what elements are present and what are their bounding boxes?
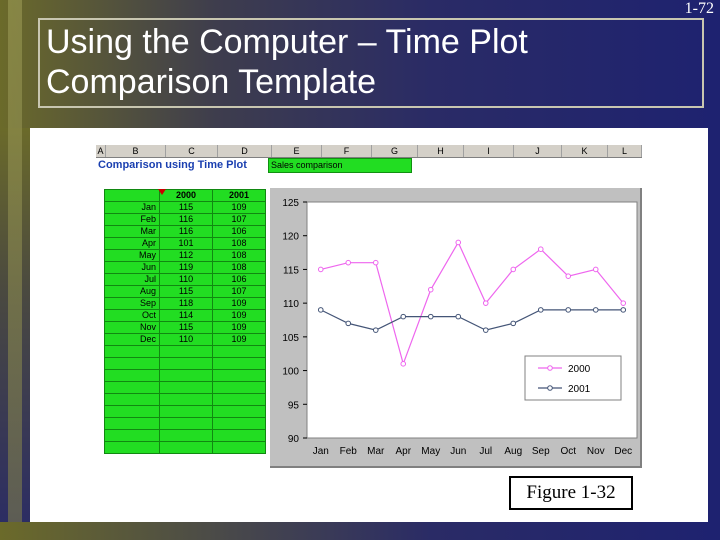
data-table bbox=[104, 189, 266, 454]
data-point-2000 bbox=[566, 274, 571, 279]
table-row bbox=[105, 334, 266, 346]
month-cell[interactable]: Feb bbox=[105, 214, 160, 226]
data-point-2001 bbox=[401, 314, 406, 319]
value-cell[interactable]: 110 bbox=[160, 334, 213, 346]
month-cell[interactable]: Sep bbox=[105, 298, 160, 310]
column-header-a[interactable]: A bbox=[96, 145, 106, 157]
column-header-j[interactable]: J bbox=[514, 145, 562, 157]
x-tick-label: Jan bbox=[312, 446, 329, 457]
value-cell[interactable]: 110 bbox=[160, 274, 213, 286]
chart-panel[interactable] bbox=[270, 188, 642, 468]
table-row bbox=[105, 226, 266, 238]
table-row bbox=[105, 310, 266, 322]
sheet-subtitle-cell[interactable]: Sales comparison bbox=[268, 158, 412, 173]
legend-marker-2000 bbox=[548, 366, 553, 371]
empty-cell[interactable] bbox=[105, 370, 160, 382]
column-header-h[interactable]: H bbox=[418, 145, 464, 157]
legend-label-2001: 2001 bbox=[568, 384, 591, 395]
slide-title-line-1: Using the Computer – Time Plot bbox=[46, 23, 528, 61]
empty-row bbox=[105, 430, 266, 442]
value-cell[interactable]: 109 bbox=[213, 298, 266, 310]
data-point-2001 bbox=[621, 308, 626, 313]
empty-cell[interactable] bbox=[160, 394, 213, 406]
empty-row bbox=[105, 358, 266, 370]
chart-legend bbox=[525, 356, 621, 400]
table-header-cell[interactable] bbox=[105, 190, 160, 202]
value-cell[interactable]: 108 bbox=[213, 262, 266, 274]
data-point-2000 bbox=[511, 267, 516, 272]
month-cell[interactable]: Apr bbox=[105, 238, 160, 250]
data-point-2000 bbox=[373, 260, 378, 265]
empty-cell[interactable] bbox=[213, 442, 266, 454]
data-point-2001 bbox=[318, 308, 323, 313]
empty-cell[interactable] bbox=[105, 394, 160, 406]
y-tick-label: 125 bbox=[282, 198, 299, 209]
empty-cell[interactable] bbox=[213, 394, 266, 406]
data-point-2000 bbox=[318, 267, 323, 272]
column-header-l[interactable]: L bbox=[608, 145, 642, 157]
table-row bbox=[105, 238, 266, 250]
column-header-g[interactable]: G bbox=[372, 145, 418, 157]
value-cell[interactable]: 108 bbox=[213, 250, 266, 262]
empty-cell[interactable] bbox=[160, 442, 213, 454]
month-cell[interactable]: Aug bbox=[105, 286, 160, 298]
y-tick-label: 105 bbox=[282, 332, 299, 344]
table-header-cell[interactable]: 2001 bbox=[213, 190, 266, 202]
table-row bbox=[105, 262, 266, 274]
empty-cell[interactable] bbox=[105, 430, 160, 442]
data-point-2000 bbox=[593, 267, 598, 272]
empty-cell[interactable] bbox=[160, 370, 213, 382]
data-point-2001 bbox=[566, 308, 571, 313]
empty-row bbox=[105, 370, 266, 382]
value-cell[interactable]: 109 bbox=[213, 334, 266, 346]
empty-cell[interactable] bbox=[213, 430, 266, 442]
empty-cell[interactable] bbox=[213, 418, 266, 430]
x-tick-label: Feb bbox=[339, 446, 357, 457]
empty-cell[interactable] bbox=[105, 418, 160, 430]
table-row bbox=[105, 202, 266, 214]
data-point-2001 bbox=[593, 308, 598, 313]
value-cell[interactable]: 115 bbox=[160, 202, 213, 214]
table-row bbox=[105, 214, 266, 226]
column-header-i[interactable]: I bbox=[464, 145, 514, 157]
x-tick-label: Sep bbox=[531, 446, 550, 457]
x-tick-label: Mar bbox=[367, 446, 385, 457]
legend-label-2000: 2000 bbox=[568, 364, 591, 375]
column-header-f[interactable]: F bbox=[322, 145, 372, 157]
empty-cell[interactable] bbox=[213, 358, 266, 370]
value-cell[interactable]: 115 bbox=[160, 286, 213, 298]
column-header-k[interactable]: K bbox=[562, 145, 608, 157]
data-point-2001 bbox=[511, 321, 516, 326]
slide-number: 1-72 bbox=[684, 0, 714, 17]
figure-caption: Figure 1-32 bbox=[509, 476, 633, 510]
data-point-2000 bbox=[483, 301, 488, 306]
y-tick-label: 90 bbox=[287, 434, 299, 445]
empty-row bbox=[105, 442, 266, 454]
value-cell[interactable]: 109 bbox=[213, 322, 266, 334]
table-row bbox=[105, 298, 266, 310]
legend-marker-2001 bbox=[548, 386, 553, 391]
x-tick-label: Jun bbox=[450, 446, 467, 457]
empty-cell[interactable] bbox=[105, 346, 160, 358]
empty-row bbox=[105, 346, 266, 358]
x-tick-label: Apr bbox=[395, 446, 412, 457]
table-header-cell[interactable]: 2000 bbox=[160, 190, 213, 202]
empty-cell[interactable] bbox=[160, 382, 213, 394]
value-cell[interactable]: 106 bbox=[213, 274, 266, 286]
value-cell[interactable]: 106 bbox=[213, 226, 266, 238]
x-tick-label: Oct bbox=[560, 446, 577, 457]
month-cell[interactable]: Mar bbox=[105, 226, 160, 238]
empty-cell[interactable] bbox=[160, 418, 213, 430]
empty-cell[interactable] bbox=[160, 346, 213, 358]
value-cell[interactable]: 112 bbox=[160, 250, 213, 262]
table-row bbox=[105, 322, 266, 334]
month-cell[interactable]: Jan bbox=[105, 202, 160, 214]
value-cell[interactable]: 107 bbox=[213, 286, 266, 298]
value-cell[interactable]: 119 bbox=[160, 262, 213, 274]
value-cell[interactable]: 101 bbox=[160, 238, 213, 250]
x-tick-label: Jul bbox=[479, 446, 493, 457]
value-cell[interactable]: 115 bbox=[160, 322, 213, 334]
empty-cell[interactable] bbox=[105, 442, 160, 454]
value-cell[interactable]: 108 bbox=[213, 238, 266, 250]
y-tick-label: 95 bbox=[287, 400, 299, 412]
value-cell[interactable]: 116 bbox=[160, 214, 213, 226]
value-cell[interactable]: 109 bbox=[213, 310, 266, 322]
column-header-e[interactable]: E bbox=[272, 145, 322, 157]
empty-cell[interactable] bbox=[105, 382, 160, 394]
plot-area bbox=[307, 202, 637, 438]
data-point-2000 bbox=[346, 260, 351, 265]
right-decor-band bbox=[708, 128, 720, 540]
table-row bbox=[105, 274, 266, 286]
y-tick-label: 120 bbox=[282, 231, 299, 243]
x-tick-label: May bbox=[421, 446, 441, 457]
value-cell[interactable]: 109 bbox=[213, 202, 266, 214]
table-row bbox=[105, 286, 266, 298]
empty-row bbox=[105, 406, 266, 418]
data-point-2001 bbox=[538, 308, 543, 313]
column-header-b[interactable]: B bbox=[106, 145, 166, 157]
bottom-decor-band bbox=[0, 522, 720, 540]
month-cell[interactable]: May bbox=[105, 250, 160, 262]
empty-cell[interactable] bbox=[213, 370, 266, 382]
table-header-row bbox=[105, 190, 266, 202]
left-decor-accent bbox=[8, 0, 22, 540]
y-tick-label: 110 bbox=[283, 299, 299, 311]
data-point-2001 bbox=[483, 328, 488, 333]
month-cell[interactable]: Jul bbox=[105, 274, 160, 286]
data-point-2000 bbox=[428, 287, 433, 292]
column-header-c[interactable]: C bbox=[166, 145, 218, 157]
table-row bbox=[105, 250, 266, 262]
slide-title-line-2: Comparison Template bbox=[46, 63, 377, 101]
data-point-2000 bbox=[538, 247, 543, 252]
empty-cell[interactable] bbox=[213, 382, 266, 394]
month-cell[interactable]: Oct bbox=[105, 310, 160, 322]
y-tick-label: 115 bbox=[283, 265, 299, 277]
empty-cell[interactable] bbox=[160, 406, 213, 418]
empty-cell[interactable] bbox=[105, 358, 160, 370]
month-cell[interactable]: Jun bbox=[105, 262, 160, 274]
data-point-2001 bbox=[373, 328, 378, 333]
x-tick-label: Nov bbox=[586, 446, 605, 457]
empty-row bbox=[105, 394, 266, 406]
month-cell[interactable]: Dec bbox=[105, 334, 160, 346]
slide-title bbox=[46, 22, 686, 102]
data-point-2001 bbox=[456, 314, 461, 319]
empty-cell[interactable] bbox=[160, 358, 213, 370]
value-cell[interactable]: 116 bbox=[160, 226, 213, 238]
empty-row bbox=[105, 418, 266, 430]
column-header-row bbox=[96, 145, 642, 158]
data-point-2000 bbox=[456, 240, 461, 245]
data-point-2001 bbox=[428, 314, 433, 319]
empty-row bbox=[105, 382, 266, 394]
column-header-d[interactable]: D bbox=[218, 145, 272, 157]
month-cell[interactable]: Nov bbox=[105, 322, 160, 334]
line-chart bbox=[270, 188, 642, 468]
empty-cell[interactable] bbox=[105, 406, 160, 418]
value-cell[interactable]: 107 bbox=[213, 214, 266, 226]
x-tick-label: Dec bbox=[614, 446, 633, 457]
data-point-2001 bbox=[346, 321, 351, 326]
empty-cell[interactable] bbox=[160, 430, 213, 442]
data-point-2000 bbox=[621, 301, 626, 306]
value-cell[interactable]: 114 bbox=[160, 310, 213, 322]
comment-marker-icon bbox=[158, 189, 166, 195]
value-cell[interactable]: 118 bbox=[160, 298, 213, 310]
sheet-title: Comparison using Time Plot bbox=[98, 159, 247, 171]
empty-cell[interactable] bbox=[213, 406, 266, 418]
y-tick-label: 100 bbox=[282, 366, 299, 378]
data-point-2000 bbox=[401, 362, 406, 367]
x-tick-label: Aug bbox=[504, 446, 523, 457]
empty-cell[interactable] bbox=[213, 346, 266, 358]
